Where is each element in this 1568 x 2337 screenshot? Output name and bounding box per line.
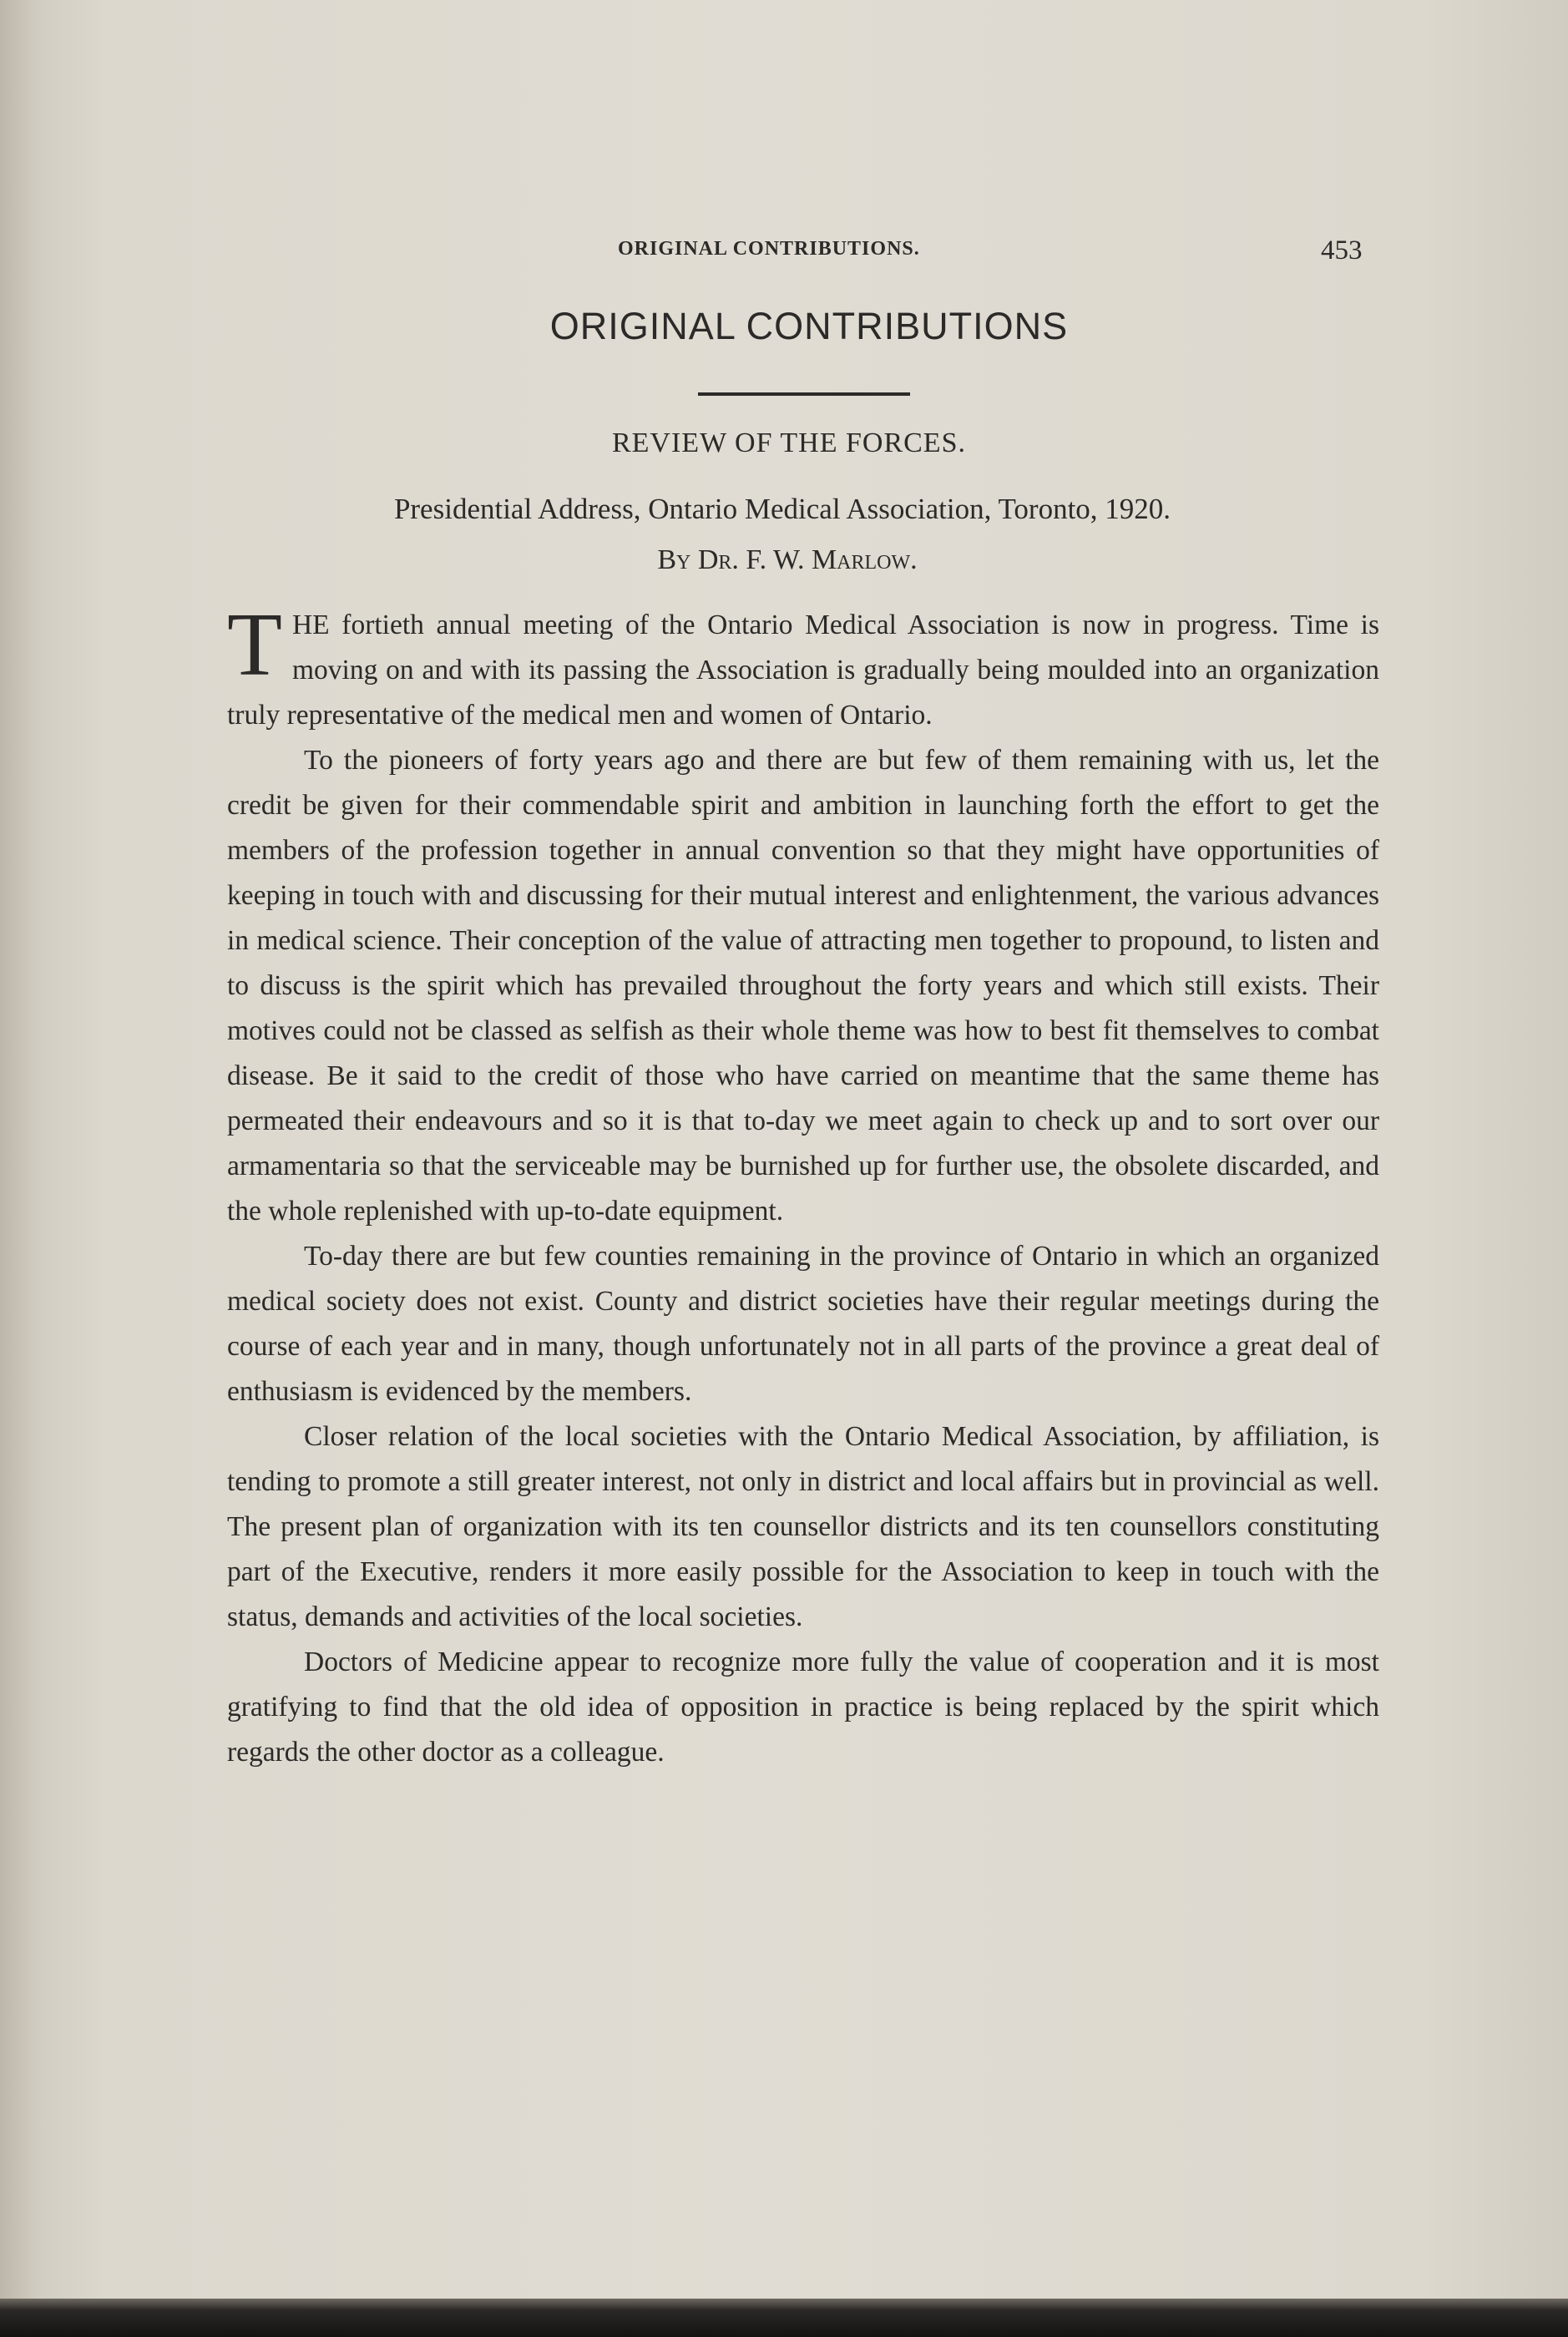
article-title: REVIEW OF THE FORCES. (611, 427, 966, 458)
paragraph-3: To-day there are but few counties remaining in the province of Ontario in which an organized medical society does not exist. County and district societies have their regular meetings during the course of each year and in many, though unfortunately not in all parts of the province a great deal of enthusiasm is evidenced by the members. (227, 1241, 1379, 1407)
section-title: ORIGINAL CONTRIBUTIONS (549, 305, 1069, 347)
running-head: ORIGINAL CONTRIBUTIONS. (618, 238, 920, 260)
page-bottom-shadow (0, 2299, 1568, 2337)
article-byline: By Dr. F. W. Marlow. (657, 544, 918, 575)
paragraph-2: To the pioneers of forty years ago and there are but few of them remaining with us, let the credit be given for their commendable spirit and ambition in launching forth the effort to get the members of the profession together in annual convention so that they might have opportunities of keeping in touch with and discussing for their mutual interest and enlightenment, the various advances in medical science. Their conception of the value of attracting men together to propound, to listen and to discuss is the spirit which has prevailed throughout the forty years and which still exists. Their motives could not be classed as selfish as their whole theme was how to best fit themselves to combat disease. Be it said to the credit of those who have carried on meantime that the same theme has permeated their endeavours and so it is that to-day we meet again to check up and to sort over our armamentaria so that the serviceable may be burnished up for further use, the obsolete discarded, and the whole replenished with up-to-date equipment. (227, 745, 1379, 1227)
page-number: 453 (1321, 235, 1363, 266)
article-subtitle: Presidential Address, Ontario Medical Association, Toronto, 1920. (393, 493, 1171, 525)
paragraph-5: Doctors of Medicine appear to recognize more fully the value of cooperation and it is most gratifying to find that the old idea of opposition in practice is being replaced by the spirit which regards the other doctor as a colleague. (227, 1647, 1379, 1768)
paragraph-1-text: HE fortieth annual meeting of the Ontario Medical Association is now in progress. Time is moving on and with its passing the Association is gradually being moulded into an organization truly representative of the medical men and women of Ontario. (227, 610, 1379, 731)
drop-cap: T (227, 595, 282, 695)
paragraph-4: Closer relation of the local societies with the Ontario Medical Association, by affiliation, is tending to promote a still greater interest, not only in district and local affairs but in provincial as well. The present plan of organization with its ten counsellor districts and its ten counsellors constituting part of the Executive, renders it more easily possible for the Association to keep in touch with the status, demands and activities of the local societies. (227, 1421, 1379, 1632)
title-rule (698, 392, 910, 396)
article-body (227, 595, 1379, 1775)
paragraph-1 (227, 595, 1379, 738)
